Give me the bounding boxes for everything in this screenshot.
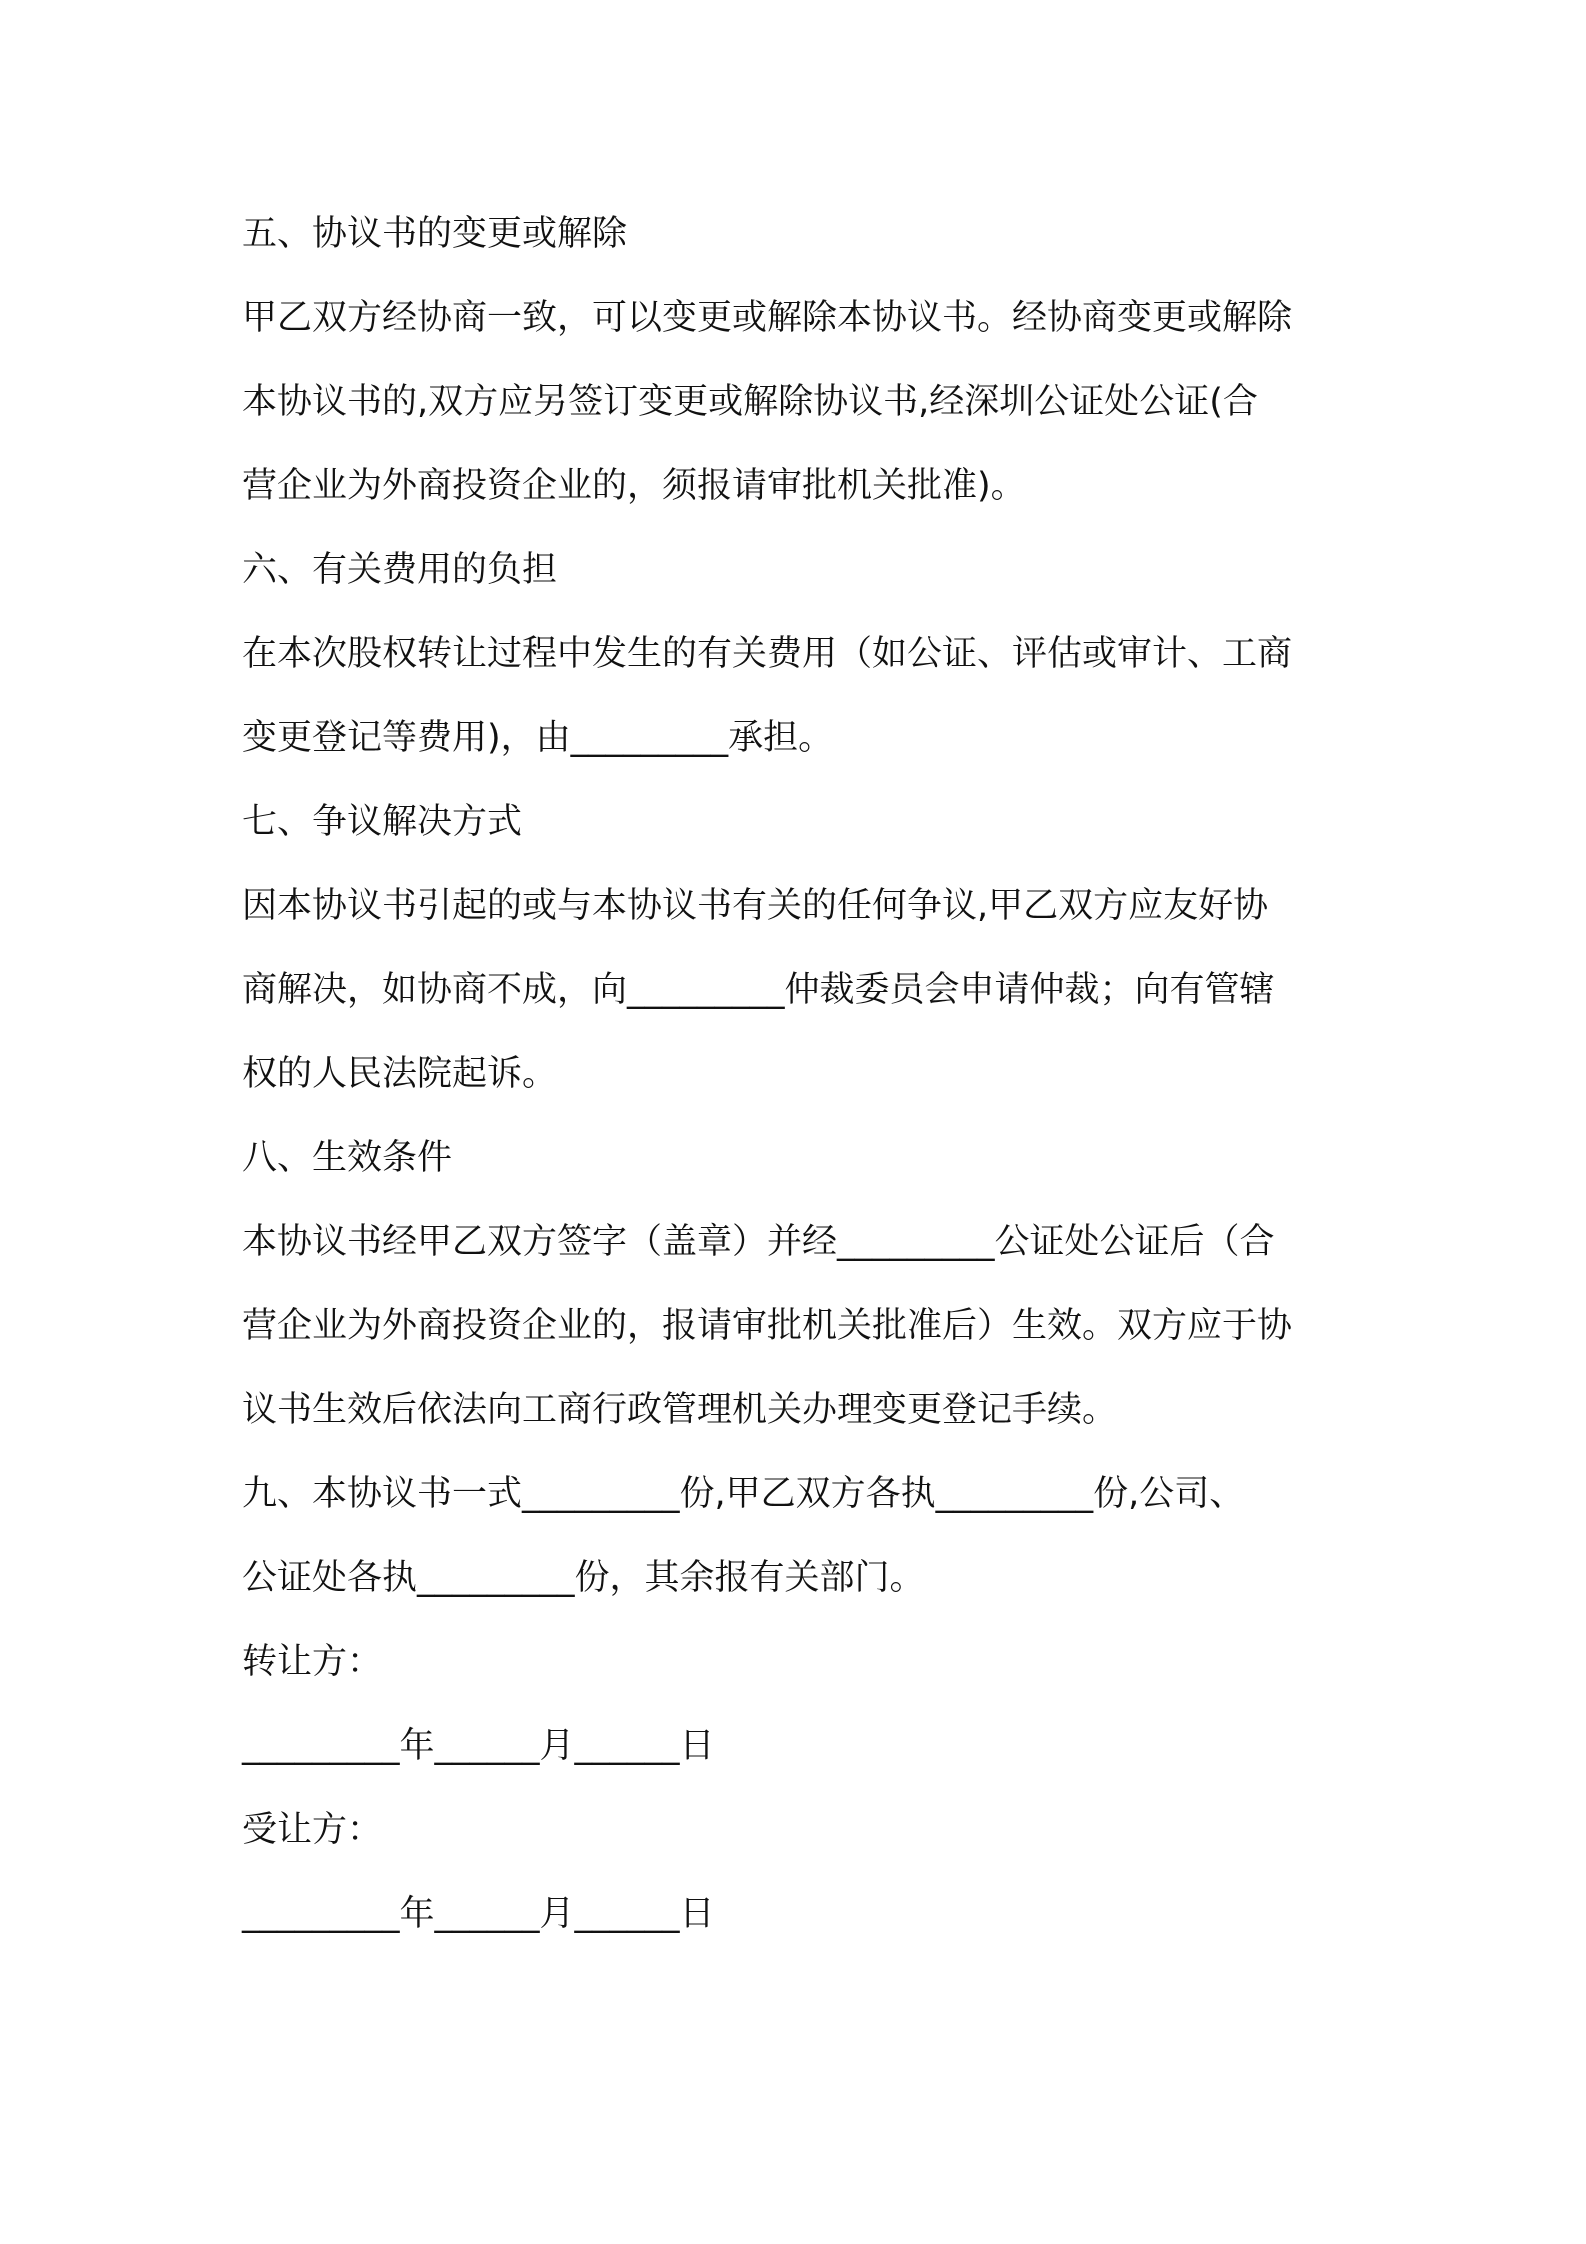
transferee-date-line: _________年______月______日 [242, 1894, 715, 1934]
section-5-text-line-3: 营企业为外商投资企业的，须报请审批机关批准)。 [242, 466, 1026, 506]
section-heading-7: 七、争议解决方式 [242, 802, 523, 842]
section-7-text-line-2: 商解决，如协商不成，向_________仲裁委员会申请仲裁；向有管辖 [242, 970, 1275, 1010]
section-6-text-line-2: 变更登记等费用)，由_________承担。 [242, 718, 834, 758]
transferor-label: 转让方： [242, 1642, 383, 1682]
section-heading-5: 五、协议书的变更或解除 [242, 214, 628, 254]
section-heading-8: 八、生效条件 [242, 1138, 453, 1178]
transferee-label: 受让方： [242, 1810, 383, 1850]
section-8-text-line-1: 本协议书经甲乙双方签字（盖章）并经_________公证处公证后（合 [242, 1222, 1275, 1262]
section-7-text-line-3: 权的人民法院起诉。 [242, 1054, 558, 1094]
section-8-text-line-3: 议书生效后依法向工商行政管理机关办理变更登记手续。 [242, 1390, 1118, 1430]
section-5-text-line-1: 甲乙双方经协商一致，可以变更或解除本协议书。经协商变更或解除 [242, 298, 1293, 338]
section-6-text-line-1: 在本次股权转让过程中发生的有关费用（如公证、评估或审计、工商 [242, 634, 1293, 674]
transferor-date-line: _________年______月______日 [242, 1726, 715, 1766]
section-9-text-line-1: 九、本协议书一式_________份,甲乙双方各执_________份,公司、 [242, 1474, 1245, 1514]
section-8-text-line-2: 营企业为外商投资企业的，报请审批机关批准后）生效。双方应于协 [242, 1306, 1293, 1346]
section-9-text-line-2: 公证处各执_________份，其余报有关部门。 [242, 1558, 925, 1598]
section-7-text-line-1: 因本协议书引起的或与本协议书有关的任何争议,甲乙双方应友好协 [242, 886, 1269, 926]
section-heading-6: 六、有关费用的负担 [242, 550, 558, 590]
section-5-text-line-2: 本协议书的,双方应另签订变更或解除协议书,经深圳公证处公证(合 [242, 382, 1258, 422]
document-page [242, 192, 1362, 1956]
